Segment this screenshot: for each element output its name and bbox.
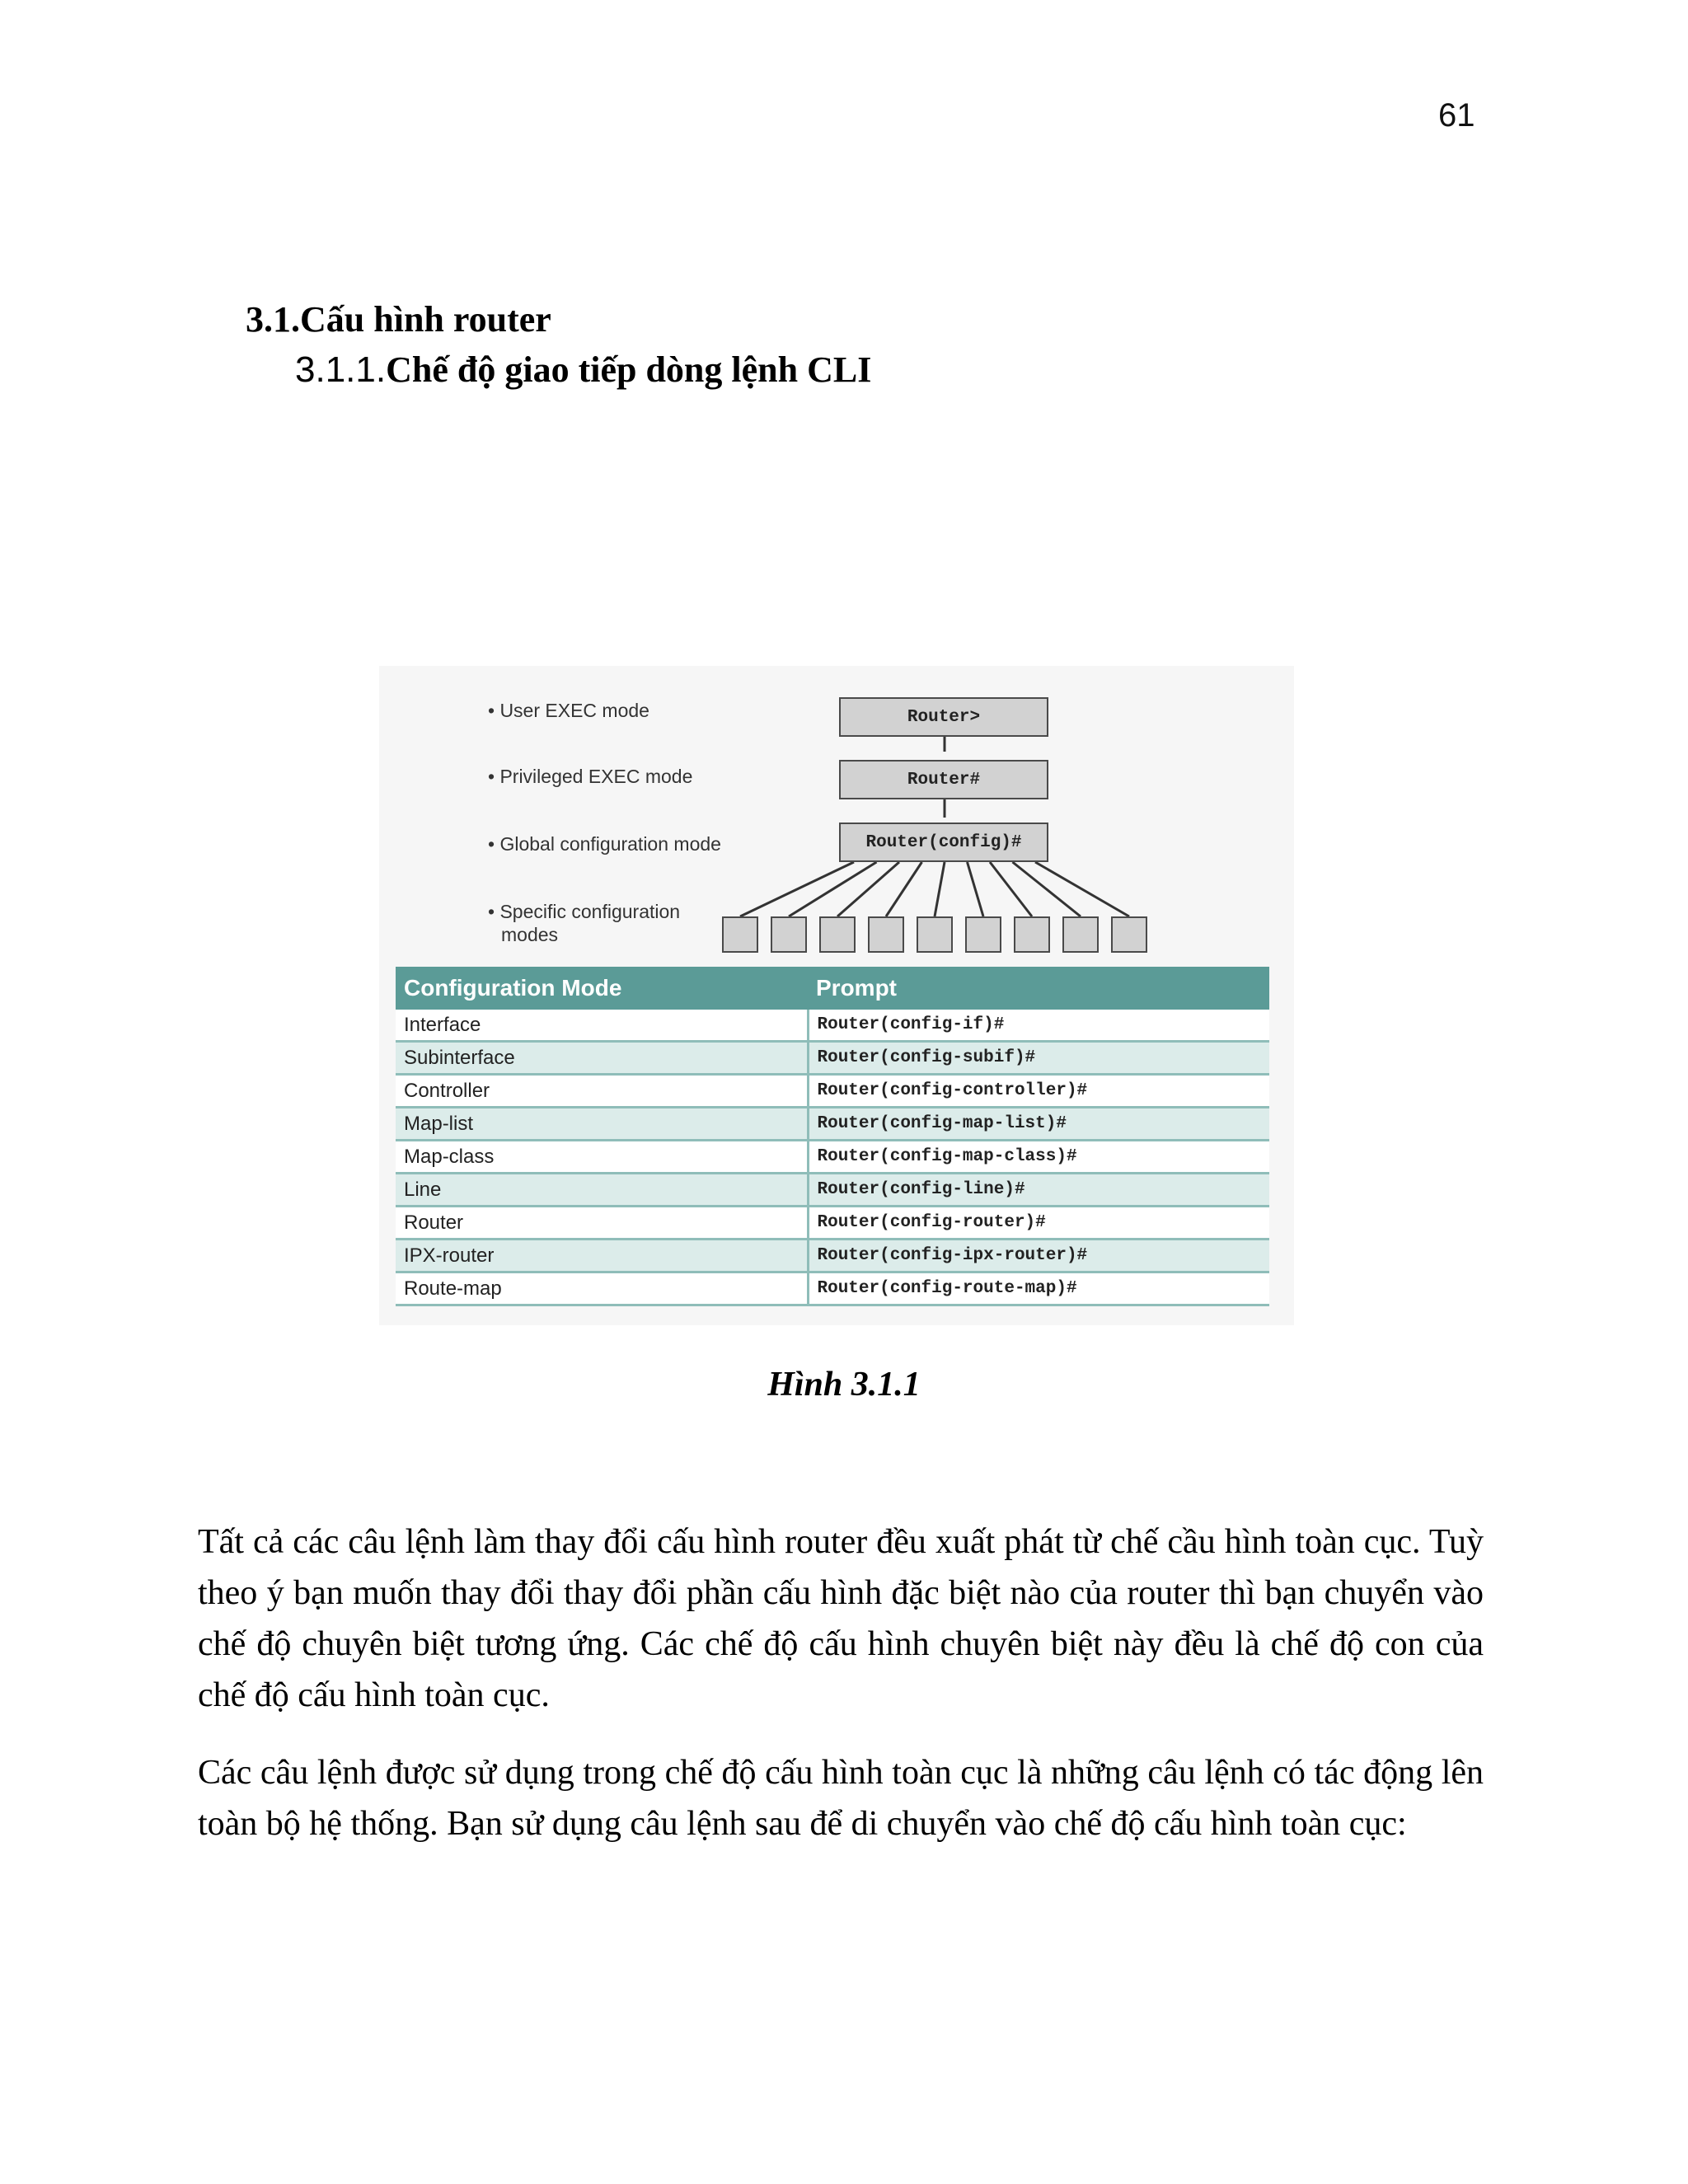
mode-label-specific-config (488, 900, 680, 946)
specific-mode-box (917, 916, 953, 953)
mode-cell: Line (396, 1174, 808, 1207)
mode-cell: Subinterface (396, 1042, 808, 1075)
prompt-cell: Router(config-controller)# (808, 1075, 1269, 1108)
cli-modes-figure (379, 666, 1294, 1325)
body-paragraph: Tất cả các câu lệnh làm thay đổi cấu hình router đều xuất phát từ chế cầu hình toàn cục. Tuỳ theo ý bạn muốn thay đổi thay đổi phần cấu hình đặc biệt nào của router thì bạn chuyển vào chế độ chuyên biệt tương ứng. Các chế độ cấu hình chuyên biệt này đều là chế độ con của chế độ cấu hình toàn cục. (198, 1523, 1484, 1714)
body-paragraph: Các câu lệnh được sử dụng trong chế độ cấu hình toàn cục là những câu lệnh có tác động lên toàn bộ hệ thống. Bạn sử dụng câu lệnh sau để di chuyển vào chế độ cấu hình toàn cục: (198, 1754, 1484, 1843)
table-row (396, 1141, 1269, 1174)
prompt-cell: Router(config-map-list)# (808, 1108, 1269, 1141)
mode-cell: Interface (396, 1010, 808, 1042)
section-heading: 3.1.Cấu hình router (246, 299, 551, 340)
prompt-box-user-exec: Router> (839, 697, 1048, 737)
specific-mode-box (868, 916, 904, 953)
mode-label-line: modes (501, 924, 559, 945)
prompt-cell: Router(config-router)# (808, 1207, 1269, 1240)
prompt-cell: Router(config-map-class)# (808, 1141, 1269, 1174)
prompt-cell: Router(config-subif)# (808, 1042, 1269, 1075)
mode-cell: Controller (396, 1075, 808, 1108)
mode-cell: IPX-router (396, 1240, 808, 1272)
mode-label-privileged-exec: • Privileged EXEC mode (488, 766, 693, 787)
fan-line (968, 862, 984, 916)
table-row (396, 1108, 1269, 1141)
fan-line (935, 862, 945, 916)
table-row (396, 1272, 1269, 1305)
specific-mode-box (1014, 916, 1050, 953)
table-row (396, 1240, 1269, 1272)
subsection-heading (295, 349, 871, 391)
table-row (396, 1174, 1269, 1207)
specific-mode-box (771, 916, 807, 953)
table-row (396, 1075, 1269, 1108)
mode-label-user-exec: • User EXEC mode (488, 700, 649, 721)
subsection-title: Chế độ giao tiếp dòng lệnh CLI (386, 349, 872, 390)
prompt-cell: Router(config-line)# (808, 1174, 1269, 1207)
prompt-cell: Router(config-if)# (808, 1010, 1269, 1042)
prompt-box-privileged-exec: Router# (839, 760, 1048, 799)
fan-line (740, 862, 854, 916)
table-header-prompt: Prompt (808, 967, 1269, 1010)
specific-mode-box (819, 916, 856, 953)
fan-line (990, 862, 1032, 916)
prompt-box-global-config: Router(config)# (839, 823, 1048, 862)
mode-label-global-config: • Global configuration mode (488, 833, 721, 855)
fan-line (1035, 862, 1129, 916)
table-row (396, 1042, 1269, 1075)
subsection-number: 3.1.1. (295, 349, 387, 390)
page-number: 61 (1438, 97, 1475, 134)
mode-label-line: • Specific configuration (488, 901, 681, 922)
prompt-cell: Router(config-route-map)# (808, 1272, 1269, 1305)
mode-cell: Map-list (396, 1108, 808, 1141)
table-row (396, 1207, 1269, 1240)
figure-caption: Hình 3.1.1 (767, 1366, 921, 1404)
prompt-cell: Router(config-ipx-router)# (808, 1240, 1269, 1272)
specific-mode-box (1111, 916, 1147, 953)
fan-line (1013, 862, 1081, 916)
table-row (396, 1010, 1269, 1042)
mode-cell: Map-class (396, 1141, 808, 1174)
config-mode-table (396, 967, 1269, 1306)
fan-out-lines (740, 862, 1129, 916)
specific-mode-box (965, 916, 1001, 953)
specific-mode-box (722, 916, 758, 953)
mode-cell: Router (396, 1207, 808, 1240)
fan-line (789, 862, 877, 916)
table-header-mode: Configuration Mode (396, 967, 808, 1010)
mode-cell: Route-map (396, 1272, 808, 1305)
specific-mode-box (1062, 916, 1099, 953)
